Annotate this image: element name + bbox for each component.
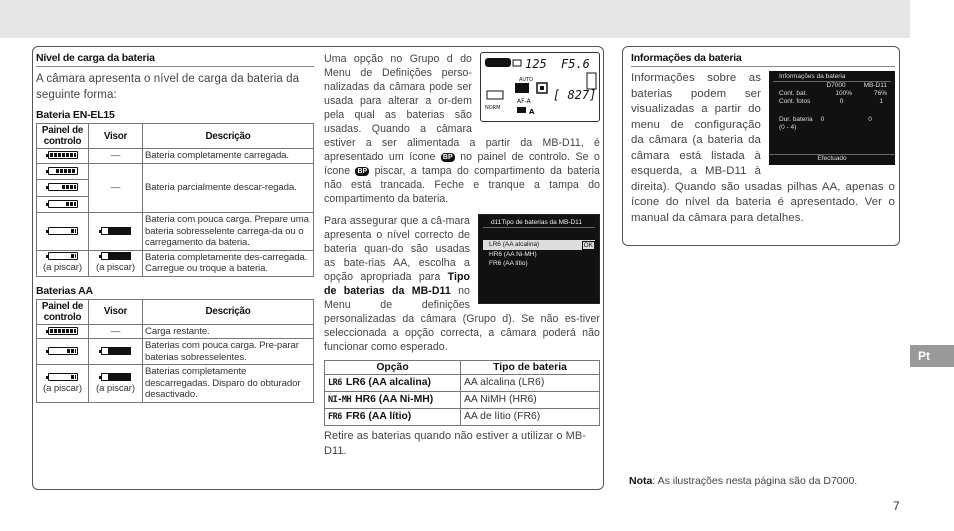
desc-cell: Baterias completamente descarregadas. Disparo do obturador desactivado. (143, 365, 314, 403)
table-row (37, 365, 314, 403)
desc-cell: Bateria completamente des-carregada. Carregue ou troque a bateria. (143, 250, 314, 276)
battery-level-section (36, 52, 314, 403)
en-el15-table (36, 123, 314, 277)
control-panel-lcd-icon (481, 53, 601, 123)
language-tab: Pt (910, 345, 954, 367)
battery-full-icon (48, 151, 78, 159)
control-panel-illustration (480, 52, 600, 122)
lcd-auto: AUTO (519, 77, 534, 83)
th-desc: Descrição (143, 124, 314, 149)
th-panel: Painel de controlo (37, 124, 89, 149)
table-row (37, 149, 314, 164)
visor-dash: — (89, 149, 143, 164)
header-band (0, 0, 910, 38)
intro-text: A câmara apresenta o nível de carga da bateria da seguinte forma: (36, 73, 300, 101)
closing-text: Retire as baterias quando não estiver a utilizar o MB-D11. (324, 430, 586, 457)
menu-item-fr6: FR6 (AA lítio) (489, 260, 528, 267)
menu-screen-title: d11Tipo de baterias da MB-D11 (483, 218, 595, 228)
table-row (37, 213, 314, 251)
desc-cell: Baterias com pouca carga. Pre-parar baterias sobresselentes. (143, 339, 314, 365)
battery-empty-icon (48, 252, 78, 260)
lcd-aperture: F5.6 (561, 57, 590, 71)
table-row (37, 163, 314, 213)
battery-low-icon (48, 227, 78, 235)
section-title: Nível de carga da bateria (36, 52, 314, 67)
battery-info-title: Informações da bateria (631, 52, 895, 67)
bp-icon: BP (442, 153, 453, 161)
table-row: FR6 FR6 (AA lítio) AA de lítio (FR6) (325, 409, 600, 426)
desc-cell: Carga restante. (143, 324, 314, 339)
battery-type-table (324, 360, 600, 426)
visor-dash: — (89, 163, 143, 213)
blink-label: (a piscar) (96, 382, 135, 394)
viewfinder-battery-empty-icon (101, 252, 131, 260)
battery-full-icon (48, 327, 78, 335)
battery-half-icon (48, 183, 78, 191)
th-visor: Visor (89, 299, 143, 324)
battery-three-quarter-icon (48, 167, 78, 175)
aa-table (36, 299, 314, 403)
battery-type-paragraph: Para assegurar que a câ-mara apresenta o nível correcto de bateria quan-do são usadas as bate-rias AA, escolha a opção apropriada para Tipo de baterias da MB-D11 no Menu de definições personalizadas da câmara (Grupo d). Se não es-tiver seleccionada a opção correcta, a câmara poderá não funcionar como esperado. (324, 215, 600, 353)
table-row (37, 250, 314, 276)
th-opcao: Opção (325, 361, 461, 375)
viewfinder-battery-low-icon (101, 347, 131, 355)
battery-info-screen: Informações da bateria D7000 MB-D11 Cont. bat. 100% 76% Cont. fotos 0 1 Dur. bateria 0 0 (0 - 4) Efectuado (769, 71, 895, 165)
th-desc: Descrição (143, 299, 314, 324)
viewfinder-battery-low-icon (101, 227, 131, 235)
th-tipo: Tipo de bateria (461, 361, 600, 375)
lcd-wb: A (529, 108, 535, 116)
lcd-af: AF-A (517, 98, 531, 105)
table-row (37, 324, 314, 339)
desc-cell: Bateria com pouca carga. Prepare uma bateria sobresselente carrega-da ou o carregamento da bateria. (143, 213, 314, 251)
table-row (37, 339, 314, 365)
battery-low-icon (48, 347, 78, 355)
fr6-code-icon: FR6 (328, 412, 342, 422)
battery-empty-icon (48, 373, 78, 381)
th-panel: Painel de controlo (37, 299, 89, 324)
mb-d11-section (324, 52, 600, 459)
page-number: 7 (893, 499, 900, 513)
blink-label: (a piscar) (96, 262, 135, 274)
en-el15-heading: Bateria EN-EL15 (36, 109, 115, 121)
table-row: NI-MH HR6 (AA Ni-MH) AA NiMH (HR6) (325, 392, 600, 409)
desc-cell: Bateria completamente carregada. (143, 149, 314, 164)
menu-option-name: Tipo de baterias da MB-D11 (324, 271, 471, 297)
blink-label: (a piscar) (43, 262, 82, 274)
footnote: Nota: As ilustrações nesta página são da D7000. (629, 475, 858, 487)
lcd-shutter: 125 (525, 57, 547, 71)
viewfinder-battery-empty-icon (101, 373, 131, 381)
battery-info-text: Informações sobre as baterias podem ser visualizadas a partir do menu de configuração da câmara (a bateria da câmara está listada à esquerda, a MB-D11 à direita). Quando são usadas pilhas AA, apenas o ícone do nível da bateria é apresentado. Ver o manual da câmara para detalhes. (631, 72, 895, 224)
menu-screen-illustration (478, 214, 600, 304)
nimh-code-icon: NI-MH (328, 395, 352, 405)
th-visor: Visor (89, 124, 143, 149)
table-row: LR6 LR6 (AA alcalina) AA alcalina (LR6) (325, 375, 600, 392)
mb-d11-paragraph: Uma opção no Grupo d do Menu de Definições perso-nalizadas da câmara pode ser usada para alterar a or-dem pela qual as baterias são usadas. Quando a câmara estiver a ser alimentada a partir da MB-D11, é apresentado um ícone BP no painel de controlo. Se o ícone BP piscar, a tampa do compartimento da bateria não está trancada. Feche e tranque a tampa do compartimento da bateria. (324, 53, 600, 205)
battery-info-section (631, 52, 895, 226)
blink-label: (a piscar) (43, 382, 82, 394)
lr6-code-icon: LR6 (328, 378, 342, 388)
battery-quarter-icon (48, 200, 78, 208)
menu-item-lr6: LR6 (AA alcalina) OK (483, 240, 595, 250)
menu-item-hr6: HR6 (AA Ni-MH) (489, 251, 537, 258)
visor-dash: — (89, 324, 143, 339)
desc-cell: Bateria parcialmente descar-regada. (143, 163, 314, 213)
lcd-count: [ 827] (553, 88, 597, 102)
lcd-norm: NORM (485, 105, 501, 111)
bp-icon: BP (357, 167, 368, 175)
aa-heading: Baterias AA (36, 284, 93, 297)
